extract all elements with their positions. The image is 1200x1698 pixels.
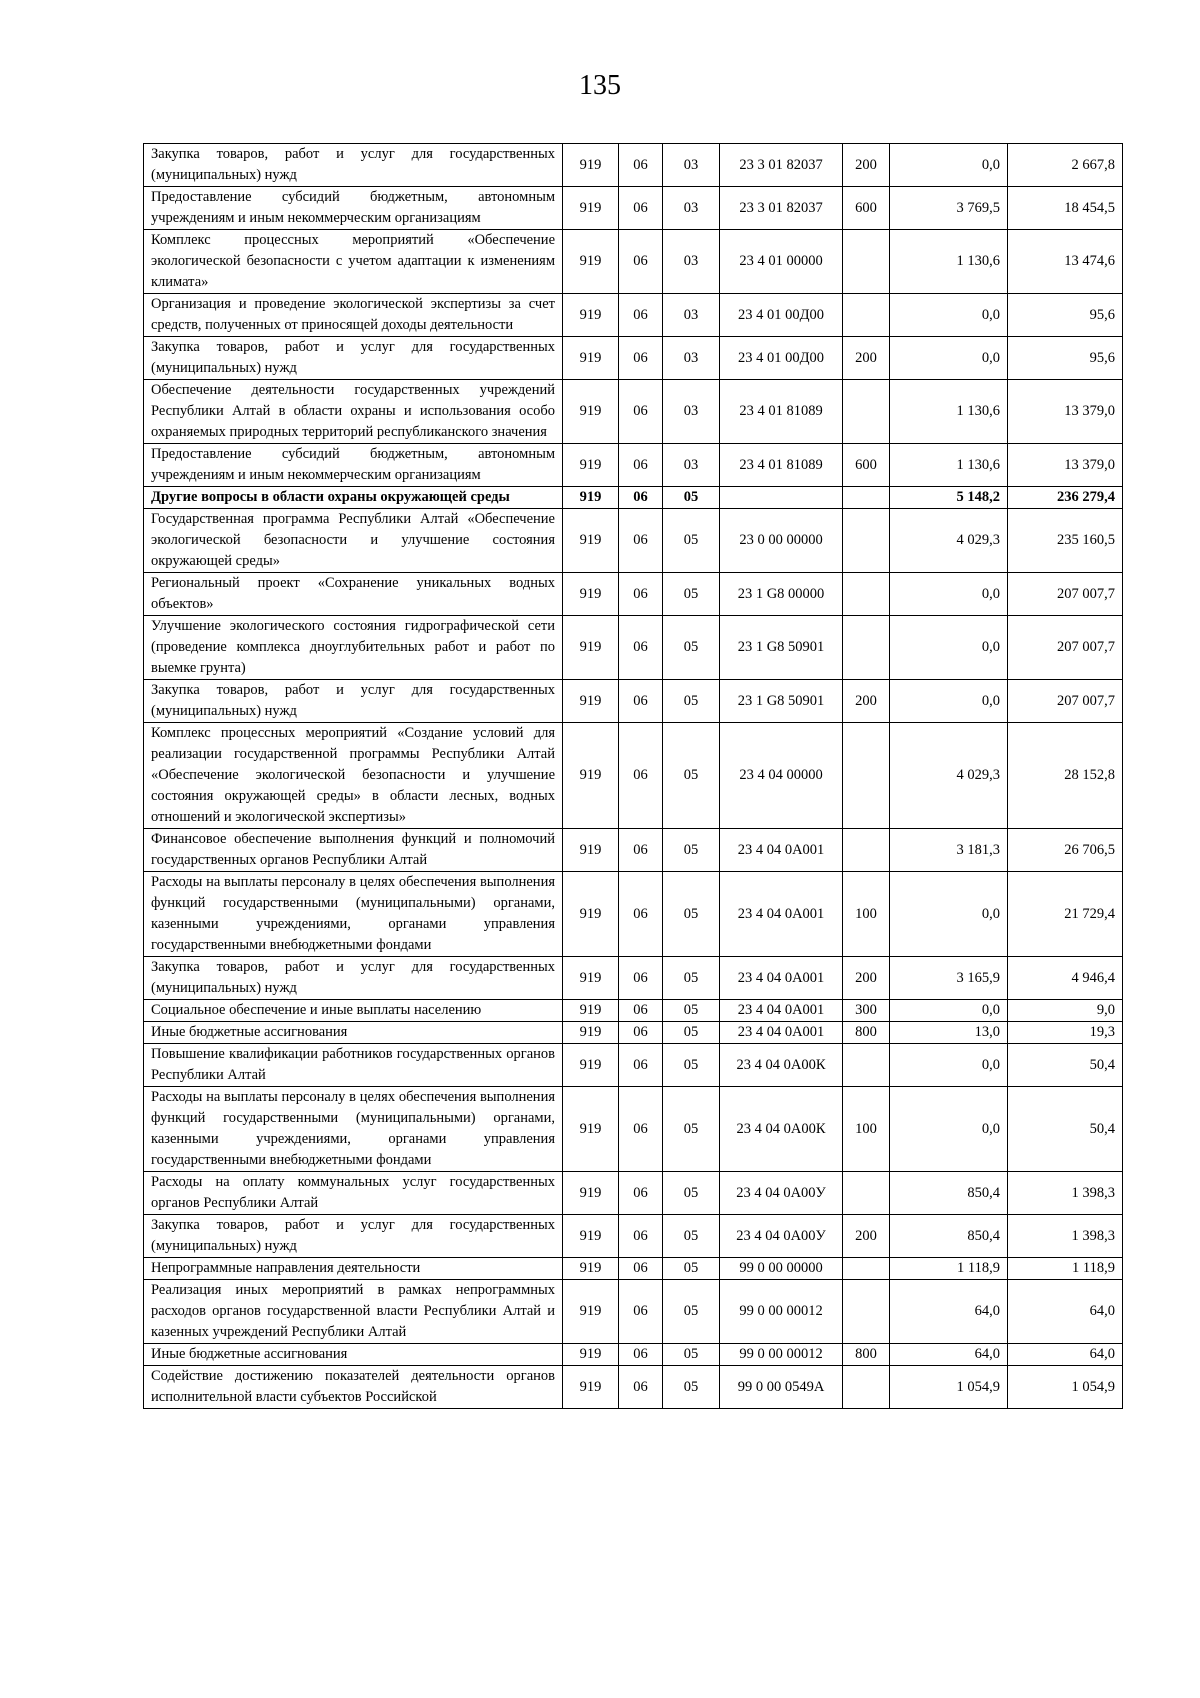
table-body	[144, 144, 1123, 1409]
row-section-cell: 06	[619, 872, 663, 957]
row-grbs-cell: 919	[563, 1344, 619, 1366]
row-grbs-cell: 919	[563, 1022, 619, 1044]
row-amount-2-cell: 95,6	[1008, 337, 1123, 380]
row-expense-type-cell: 200	[843, 1215, 890, 1258]
row-subsection-cell: 05	[663, 573, 720, 616]
table-row	[144, 509, 1123, 573]
row-section-cell: 06	[619, 380, 663, 444]
row-grbs-cell: 919	[563, 380, 619, 444]
row-amount-2-cell: 9,0	[1008, 1000, 1123, 1022]
table-row	[144, 1215, 1123, 1258]
row-name-cell: Содействие достижению показателей деятельности органов исполнительной власти субъектов Российской	[144, 1366, 563, 1409]
row-subsection-cell: 03	[663, 187, 720, 230]
row-grbs-cell: 919	[563, 1172, 619, 1215]
table-row	[144, 872, 1123, 957]
row-amount-2-cell: 21 729,4	[1008, 872, 1123, 957]
row-subsection-cell: 05	[663, 616, 720, 680]
row-amount-2-cell: 1 054,9	[1008, 1366, 1123, 1409]
row-amount-1-cell: 0,0	[890, 680, 1008, 723]
row-name-cell: Предоставление субсидий бюджетным, автономным учреждениям и иным некоммерческим организациям	[144, 187, 563, 230]
row-section-cell: 06	[619, 1044, 663, 1087]
row-grbs-cell: 919	[563, 680, 619, 723]
row-amount-2-cell: 235 160,5	[1008, 509, 1123, 573]
row-name-cell: Закупка товаров, работ и услуг для государственных (муниципальных) нужд	[144, 337, 563, 380]
row-subsection-cell: 05	[663, 1366, 720, 1409]
table-row	[144, 1280, 1123, 1344]
row-amount-1-cell: 1 054,9	[890, 1366, 1008, 1409]
row-name-cell: Комплекс процессных мероприятий «Обеспечение экологической безопасности с учетом адаптации к изменениям климата»	[144, 230, 563, 294]
row-name-cell: Предоставление субсидий бюджетным, автономным учреждениям и иным некоммерческим организациям	[144, 444, 563, 487]
row-target-article-cell: 23 1 G8 50901	[720, 680, 843, 723]
row-target-article-cell: 23 4 01 81089	[720, 444, 843, 487]
table-row	[144, 294, 1123, 337]
row-section-cell: 06	[619, 337, 663, 380]
row-amount-2-cell: 236 279,4	[1008, 487, 1123, 509]
row-name-cell: Комплекс процессных мероприятий «Создание условий для реализации государственной программы Республики Алтай «Обеспечение экологической безопасности и улучшение состояния окружающей среды» в области лесных, водных отношений и экологической экспертизы»	[144, 723, 563, 829]
row-subsection-cell: 03	[663, 337, 720, 380]
row-section-cell: 06	[619, 616, 663, 680]
row-target-article-cell: 23 3 01 82037	[720, 187, 843, 230]
table-row	[144, 337, 1123, 380]
row-amount-1-cell: 64,0	[890, 1280, 1008, 1344]
row-section-cell: 06	[619, 509, 663, 573]
row-name-cell: Закупка товаров, работ и услуг для государственных (муниципальных) нужд	[144, 680, 563, 723]
row-subsection-cell: 03	[663, 380, 720, 444]
row-amount-2-cell: 19,3	[1008, 1022, 1123, 1044]
row-section-cell: 06	[619, 680, 663, 723]
table-row	[144, 616, 1123, 680]
table-row	[144, 573, 1123, 616]
row-name-cell: Иные бюджетные ассигнования	[144, 1022, 563, 1044]
table-row	[144, 144, 1123, 187]
row-amount-1-cell: 1 130,6	[890, 230, 1008, 294]
row-target-article-cell: 23 3 01 82037	[720, 144, 843, 187]
row-amount-1-cell: 0,0	[890, 573, 1008, 616]
table-row	[144, 1172, 1123, 1215]
row-amount-1-cell: 4 029,3	[890, 509, 1008, 573]
row-grbs-cell: 919	[563, 1215, 619, 1258]
row-amount-2-cell: 13 379,0	[1008, 380, 1123, 444]
row-name-cell: Другие вопросы в области охраны окружающей среды	[144, 487, 563, 509]
row-name-cell: Повышение квалификации работников государственных органов Республики Алтай	[144, 1044, 563, 1087]
row-subsection-cell: 05	[663, 1280, 720, 1344]
table-row	[144, 230, 1123, 294]
row-amount-2-cell: 2 667,8	[1008, 144, 1123, 187]
row-amount-2-cell: 26 706,5	[1008, 829, 1123, 872]
row-amount-1-cell: 850,4	[890, 1215, 1008, 1258]
row-subsection-cell: 05	[663, 1022, 720, 1044]
table-row	[144, 1087, 1123, 1172]
row-expense-type-cell: 300	[843, 1000, 890, 1022]
row-amount-1-cell: 0,0	[890, 1000, 1008, 1022]
row-expense-type-cell	[843, 294, 890, 337]
row-amount-1-cell: 3 165,9	[890, 957, 1008, 1000]
budget-table	[143, 143, 1123, 1409]
table-row	[144, 1366, 1123, 1409]
row-grbs-cell: 919	[563, 294, 619, 337]
row-amount-2-cell: 13 474,6	[1008, 230, 1123, 294]
row-grbs-cell: 919	[563, 872, 619, 957]
row-section-cell: 06	[619, 1366, 663, 1409]
row-amount-2-cell: 64,0	[1008, 1280, 1123, 1344]
row-target-article-cell: 99 0 00 0549А	[720, 1366, 843, 1409]
row-grbs-cell: 919	[563, 444, 619, 487]
row-target-article-cell: 23 1 G8 00000	[720, 573, 843, 616]
row-subsection-cell: 03	[663, 444, 720, 487]
row-grbs-cell: 919	[563, 144, 619, 187]
row-subsection-cell: 05	[663, 1215, 720, 1258]
page-number: 135	[579, 70, 621, 101]
row-amount-1-cell: 3 769,5	[890, 187, 1008, 230]
row-expense-type-cell	[843, 1258, 890, 1280]
row-amount-1-cell: 3 181,3	[890, 829, 1008, 872]
row-target-article-cell: 23 4 04 0А00У	[720, 1172, 843, 1215]
row-section-cell: 06	[619, 1000, 663, 1022]
table-row	[144, 1258, 1123, 1280]
row-name-cell: Региональный проект «Сохранение уникальных водных объектов»	[144, 573, 563, 616]
row-target-article-cell: 99 0 00 00012	[720, 1344, 843, 1366]
row-amount-1-cell: 1 130,6	[890, 380, 1008, 444]
row-subsection-cell: 05	[663, 1172, 720, 1215]
row-grbs-cell: 919	[563, 487, 619, 509]
row-subsection-cell: 05	[663, 1258, 720, 1280]
row-name-cell: Государственная программа Республики Алтай «Обеспечение экологической безопасности и улучшение состояния окружающей среды»	[144, 509, 563, 573]
row-target-article-cell: 23 4 04 00000	[720, 723, 843, 829]
table-row	[144, 957, 1123, 1000]
row-expense-type-cell	[843, 829, 890, 872]
row-amount-2-cell: 207 007,7	[1008, 680, 1123, 723]
table-row	[144, 680, 1123, 723]
row-subsection-cell: 05	[663, 1000, 720, 1022]
row-grbs-cell: 919	[563, 573, 619, 616]
row-expense-type-cell	[843, 230, 890, 294]
row-subsection-cell: 03	[663, 144, 720, 187]
row-expense-type-cell: 200	[843, 144, 890, 187]
row-subsection-cell: 05	[663, 1087, 720, 1172]
row-target-article-cell: 23 4 01 00Д00	[720, 337, 843, 380]
row-expense-type-cell: 100	[843, 1087, 890, 1172]
row-target-article-cell: 23 4 01 00Д00	[720, 294, 843, 337]
row-target-article-cell: 23 4 04 0А001	[720, 829, 843, 872]
table-row	[144, 487, 1123, 509]
row-expense-type-cell	[843, 723, 890, 829]
row-target-article-cell: 23 4 01 00000	[720, 230, 843, 294]
row-grbs-cell: 919	[563, 1087, 619, 1172]
row-section-cell: 06	[619, 144, 663, 187]
row-grbs-cell: 919	[563, 1258, 619, 1280]
table-row	[144, 1344, 1123, 1366]
row-amount-2-cell: 18 454,5	[1008, 187, 1123, 230]
table-row	[144, 380, 1123, 444]
row-amount-1-cell: 0,0	[890, 1044, 1008, 1087]
row-name-cell: Обеспечение деятельности государственных учреждений Республики Алтай в области охраны и использования особо охраняемых природных территорий республиканского значения	[144, 380, 563, 444]
row-expense-type-cell: 800	[843, 1344, 890, 1366]
row-target-article-cell	[720, 487, 843, 509]
row-section-cell: 06	[619, 487, 663, 509]
row-amount-1-cell: 0,0	[890, 337, 1008, 380]
row-amount-1-cell: 4 029,3	[890, 723, 1008, 829]
row-amount-1-cell: 13,0	[890, 1022, 1008, 1044]
row-expense-type-cell: 600	[843, 187, 890, 230]
row-amount-1-cell: 1 118,9	[890, 1258, 1008, 1280]
row-grbs-cell: 919	[563, 723, 619, 829]
row-expense-type-cell	[843, 1044, 890, 1087]
row-subsection-cell: 05	[663, 723, 720, 829]
row-amount-2-cell: 50,4	[1008, 1044, 1123, 1087]
table-row	[144, 829, 1123, 872]
row-amount-1-cell: 0,0	[890, 872, 1008, 957]
row-section-cell: 06	[619, 230, 663, 294]
row-section-cell: 06	[619, 1215, 663, 1258]
row-subsection-cell: 05	[663, 680, 720, 723]
row-target-article-cell: 23 4 04 0А001	[720, 1000, 843, 1022]
row-amount-1-cell: 1 130,6	[890, 444, 1008, 487]
row-amount-2-cell: 207 007,7	[1008, 573, 1123, 616]
row-target-article-cell: 23 4 04 0А001	[720, 957, 843, 1000]
row-grbs-cell: 919	[563, 1000, 619, 1022]
row-amount-1-cell: 5 148,2	[890, 487, 1008, 509]
row-expense-type-cell: 200	[843, 957, 890, 1000]
row-expense-type-cell	[843, 616, 890, 680]
row-target-article-cell: 23 4 04 0А001	[720, 872, 843, 957]
row-target-article-cell: 23 0 00 00000	[720, 509, 843, 573]
row-target-article-cell: 23 4 01 81089	[720, 380, 843, 444]
row-amount-1-cell: 64,0	[890, 1344, 1008, 1366]
row-section-cell: 06	[619, 1087, 663, 1172]
row-amount-1-cell: 0,0	[890, 144, 1008, 187]
row-target-article-cell: 23 4 04 0А001	[720, 1022, 843, 1044]
row-grbs-cell: 919	[563, 1280, 619, 1344]
row-subsection-cell: 03	[663, 230, 720, 294]
row-amount-1-cell: 850,4	[890, 1172, 1008, 1215]
row-amount-2-cell: 4 946,4	[1008, 957, 1123, 1000]
row-section-cell: 06	[619, 1172, 663, 1215]
row-name-cell: Финансовое обеспечение выполнения функций и полномочий государственных органов Республики Алтай	[144, 829, 563, 872]
row-amount-2-cell: 28 152,8	[1008, 723, 1123, 829]
row-subsection-cell: 05	[663, 509, 720, 573]
row-amount-2-cell: 13 379,0	[1008, 444, 1123, 487]
row-subsection-cell: 05	[663, 487, 720, 509]
row-expense-type-cell	[843, 573, 890, 616]
row-name-cell: Социальное обеспечение и иные выплаты населению	[144, 1000, 563, 1022]
row-amount-2-cell: 1 118,9	[1008, 1258, 1123, 1280]
row-name-cell: Расходы на выплаты персоналу в целях обеспечения выполнения функций государственными (муниципальными) органами, казенными учреждениями, органами управления государственными внебюджетными фондами	[144, 872, 563, 957]
row-amount-1-cell: 0,0	[890, 616, 1008, 680]
row-section-cell: 06	[619, 829, 663, 872]
row-name-cell: Улучшение экологического состояния гидрографической сети (проведение комплекса дноуглубительных работ и работ по выемке грунта)	[144, 616, 563, 680]
table-row	[144, 1022, 1123, 1044]
row-expense-type-cell	[843, 1172, 890, 1215]
row-section-cell: 06	[619, 187, 663, 230]
row-expense-type-cell	[843, 1366, 890, 1409]
row-grbs-cell: 919	[563, 230, 619, 294]
row-amount-2-cell: 1 398,3	[1008, 1172, 1123, 1215]
row-name-cell: Реализация иных мероприятий в рамках непрограммных расходов органов государственной власти Республики Алтай и казенных учреждений Республики Алтай	[144, 1280, 563, 1344]
row-section-cell: 06	[619, 444, 663, 487]
row-subsection-cell: 05	[663, 872, 720, 957]
row-expense-type-cell	[843, 380, 890, 444]
row-grbs-cell: 919	[563, 957, 619, 1000]
row-section-cell: 06	[619, 1022, 663, 1044]
row-target-article-cell: 23 4 04 0А00К	[720, 1087, 843, 1172]
row-name-cell: Закупка товаров, работ и услуг для государственных (муниципальных) нужд	[144, 957, 563, 1000]
table-row	[144, 1044, 1123, 1087]
row-expense-type-cell: 200	[843, 337, 890, 380]
row-section-cell: 06	[619, 957, 663, 1000]
row-subsection-cell: 05	[663, 829, 720, 872]
row-section-cell: 06	[619, 1344, 663, 1366]
row-target-article-cell: 99 0 00 00000	[720, 1258, 843, 1280]
row-amount-2-cell: 50,4	[1008, 1087, 1123, 1172]
row-target-article-cell: 23 4 04 0А00К	[720, 1044, 843, 1087]
row-expense-type-cell: 100	[843, 872, 890, 957]
table-row	[144, 187, 1123, 230]
row-name-cell: Организация и проведение экологической экспертизы за счет средств, полученных от приносящей доходы деятельности	[144, 294, 563, 337]
row-amount-2-cell: 64,0	[1008, 1344, 1123, 1366]
row-amount-1-cell: 0,0	[890, 1087, 1008, 1172]
row-amount-2-cell: 207 007,7	[1008, 616, 1123, 680]
row-name-cell: Непрограммные направления деятельности	[144, 1258, 563, 1280]
row-expense-type-cell: 600	[843, 444, 890, 487]
row-grbs-cell: 919	[563, 1366, 619, 1409]
row-expense-type-cell: 800	[843, 1022, 890, 1044]
row-name-cell: Закупка товаров, работ и услуг для государственных (муниципальных) нужд	[144, 1215, 563, 1258]
row-section-cell: 06	[619, 1258, 663, 1280]
row-amount-2-cell: 1 398,3	[1008, 1215, 1123, 1258]
row-subsection-cell: 05	[663, 1344, 720, 1366]
row-grbs-cell: 919	[563, 829, 619, 872]
table-row	[144, 444, 1123, 487]
row-expense-type-cell	[843, 1280, 890, 1344]
row-expense-type-cell	[843, 509, 890, 573]
row-target-article-cell: 99 0 00 00012	[720, 1280, 843, 1344]
row-section-cell: 06	[619, 294, 663, 337]
row-name-cell: Расходы на оплату коммунальных услуг государственных органов Республики Алтай	[144, 1172, 563, 1215]
row-name-cell: Закупка товаров, работ и услуг для государственных (муниципальных) нужд	[144, 144, 563, 187]
row-section-cell: 06	[619, 723, 663, 829]
row-section-cell: 06	[619, 1280, 663, 1344]
table-row	[144, 723, 1123, 829]
row-subsection-cell: 05	[663, 1044, 720, 1087]
row-subsection-cell: 05	[663, 957, 720, 1000]
row-grbs-cell: 919	[563, 616, 619, 680]
row-amount-1-cell: 0,0	[890, 294, 1008, 337]
row-section-cell: 06	[619, 573, 663, 616]
row-subsection-cell: 03	[663, 294, 720, 337]
row-name-cell: Иные бюджетные ассигнования	[144, 1344, 563, 1366]
row-grbs-cell: 919	[563, 187, 619, 230]
table-row	[144, 1000, 1123, 1022]
row-grbs-cell: 919	[563, 509, 619, 573]
row-target-article-cell: 23 4 04 0А00У	[720, 1215, 843, 1258]
row-grbs-cell: 919	[563, 1044, 619, 1087]
row-grbs-cell: 919	[563, 337, 619, 380]
row-target-article-cell: 23 1 G8 50901	[720, 616, 843, 680]
row-expense-type-cell	[843, 487, 890, 509]
row-expense-type-cell: 200	[843, 680, 890, 723]
row-name-cell: Расходы на выплаты персоналу в целях обеспечения выполнения функций государственными (муниципальными) органами, казенными учреждениями, органами управления государственными внебюджетными фондами	[144, 1087, 563, 1172]
row-amount-2-cell: 95,6	[1008, 294, 1123, 337]
